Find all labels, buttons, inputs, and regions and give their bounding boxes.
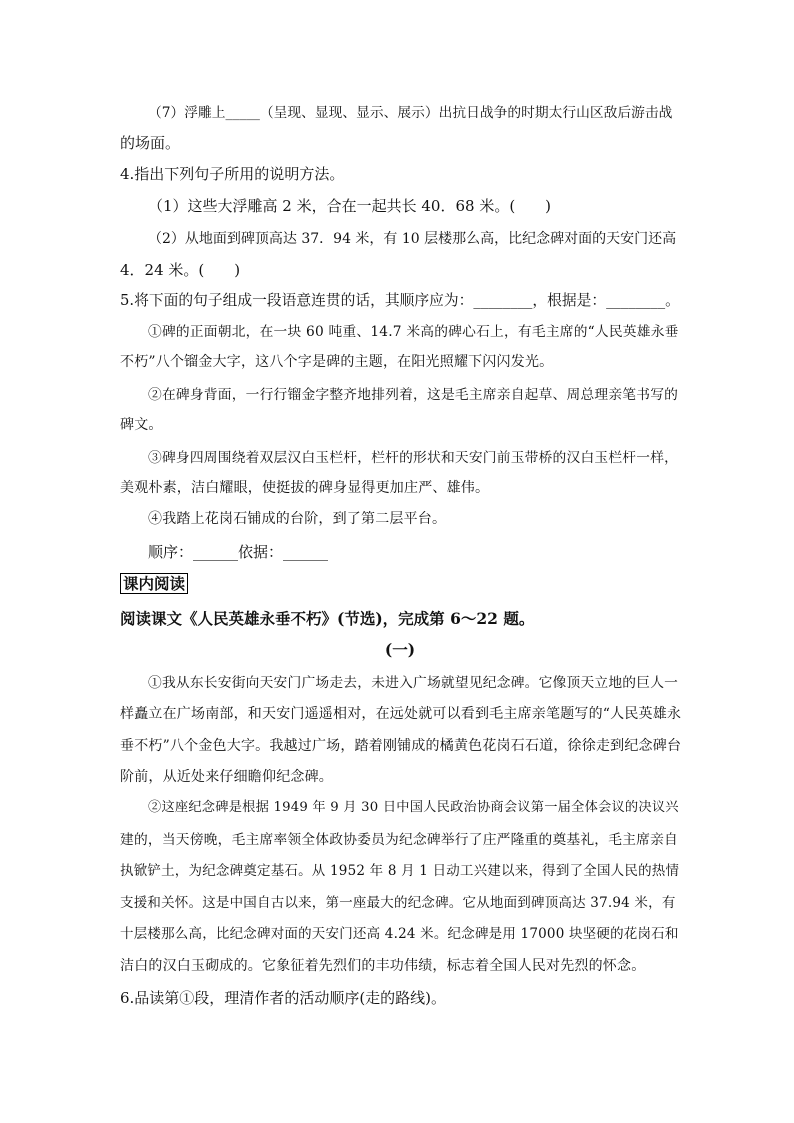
q5-sentence1-line1: ①碑的正面朝北，在一块 60 吨重、14.7 米高的碑心石上，有毛主席的“人民英雄永垂 [148,324,679,340]
passage-p2-line1: ②这座纪念碑是根据 1949 年 9 月 30 日中国人民政治协商会议第一届全体会议的决议兴 [148,800,679,815]
passage-p1-line1: ①我从东长安街向天安门广场走去，未进入广场就望见纪念碑。它像顶天立地的巨人一 [148,675,679,691]
passage-p2-line2: 建的，当天傍晚，毛主席率领全体政协委员为纪念碑举行了庄严隆重的奠基礼，毛主席亲自 [120,832,679,848]
q4-title: 4.指出下列句子所用的说明方法。 [120,165,345,183]
passage-p1-line3: 垂不朽”八个金色大字。我越过广场，踏着刚铺成的橘黄色花岗石石道，徐徐走到纪念碑台 [120,738,682,754]
section-instruction: 阅读课文《人民英雄永垂不朽》(节选)，完成第 6～22 题。 [120,609,535,628]
q3-item7-line1: （7）浮雕上_____（呈现、显现、显示、展示）出抗日战争的时期太行山区敌后游击战 [148,105,673,121]
q5-title: 5.将下面的句子组成一段语意连贯的话，其顺序应为：________，根据是：________。 [120,292,680,309]
q5-sentence2-line1: ②在碑身背面，一行行镏金字整齐地排列着，这是毛主席亲自起草、周总理亲笔书写的 [148,387,679,403]
q4-item2-line2: 4．24 米。( ) [120,261,241,279]
section-label [120,574,188,594]
q4-item1: （1）这些大浮雕高 2 米，合在一起共长 40．68 米。( ) [148,197,552,215]
q5-sentence3-line2: 美观朴素，洁白耀眼，使挺拔的碑身显得更加庄严、雄伟。 [120,480,490,496]
passage-p2-line6: 洁白的汉白玉砌成的。它象征着先烈们的丰功伟绩，标志着全国人民对先烈的怀念。 [120,958,646,974]
q5-sentence3-line1: ③碑身四周围绕着双层汉白玉栏杆，栏杆的形状和天安门前玉带桥的汉白玉栏杆一样， [148,450,679,466]
q5-answer: 顺序：______依据：______ [148,543,329,561]
q3-item7-line2: 的场面。 [120,134,181,152]
q5-sentence2-line2: 碑文。 [120,417,163,433]
q6-title: 6.品读第①段，理清作者的活动顺序(走的路线)。 [120,989,447,1007]
section-label-text: 课内阅读 [120,573,188,594]
passage-p2-line4: 支援和关怀。这是中国自古以来，第一座最大的纪念碑。它从地面到碑顶高达 37.94 米，有 [120,895,676,911]
q5-sentence1-line2: 不朽”八个镏金大字，这八个字是碑的主题，在阳光照耀下闪闪发光。 [120,354,554,370]
passage-p2-line3: 执锨铲土，为纪念碑奠定基石。从 1952 年 8 月 1 日动工兴建以来，得到了全国人民的热情 [120,863,680,879]
passage-part-heading: (一) [384,640,416,659]
passage-p1-line2: 样矗立在广场南部，和天安门遥遥相对，在远处就可以看到毛主席亲笔题写的“人民英雄永 [120,706,682,722]
passage-p2-line5: 十层楼那么高，比纪念碑对面的天安门还高 4.24 米。纪念碑是用 17000 块坚硬的花岗石和 [120,926,679,942]
q4-item2-line1: （2）从地面到碑顶高达 37．94 米，有 10 层楼那么高，比纪念碑对面的天安门还高 [148,231,677,247]
passage-p1-line4: 阶前，从近处来仔细瞻仰纪念碑。 [120,769,333,785]
q5-sentence4: ④我踏上花岗石铺成的台阶，到了第二层平台。 [148,511,447,527]
